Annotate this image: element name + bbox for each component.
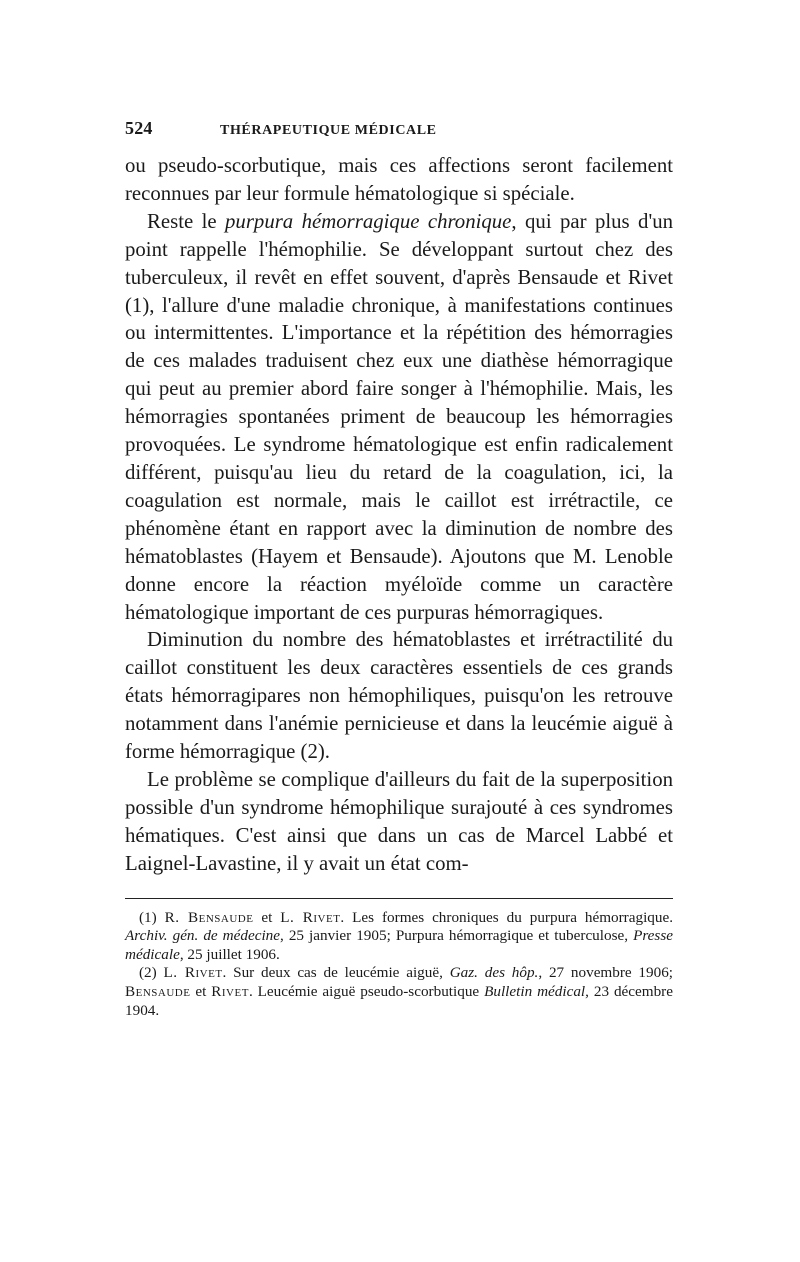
footnote-author: Bensaude: [125, 982, 191, 1000]
footnote-1-number: (1): [139, 908, 165, 926]
footnote-journal: Archiv. gén. de médecine: [125, 927, 281, 945]
footnotes: [125, 909, 673, 1021]
footnote-text: , 25 juillet 1906.: [179, 945, 280, 963]
footnote-text: et: [253, 908, 281, 926]
footnote-author: R. Bensaude: [164, 908, 254, 926]
footnote-2-number: (2): [139, 964, 164, 982]
footnote-text: , 23 décembre 1904.: [125, 982, 673, 1019]
footnote-journal: Gaz. des hôp.: [449, 964, 539, 982]
footnote-journal: Presse médicale: [125, 927, 673, 963]
running-title: THÉRAPEUTIQUE MÉDICALE: [220, 123, 437, 138]
page-header: [125, 118, 673, 148]
footnote-1: [125, 909, 673, 965]
paragraph-2: [125, 208, 673, 627]
footnote-2: [125, 964, 673, 1020]
paragraph-1: ou pseudo-scorbutique, mais ces affections seront facilement reconnues par leur formule hématologique si spéciale.: [125, 154, 673, 205]
footnote-divider: [125, 898, 673, 899]
paragraph-3: Diminution du nombre des hématoblastes et irrétractilité du caillot constituent les deux caractères essentiels de ces grands états hémorragipares non hémophiliques, puisqu'on les retrouve notamment dans l'anémie pernicieuse et dans la leucémie aiguë à forme hémorragique (2).: [125, 628, 673, 764]
footnote-text: . Les formes chroniques du purpura hémorragique.: [340, 908, 674, 926]
footnote-text: . Sur deux cas de leucémie aiguë,: [222, 964, 450, 982]
paragraph-2-start: Reste le: [147, 209, 226, 233]
main-text: [125, 152, 673, 878]
footnote-text: , 25 janvier 1905; Purpura hémorragique et tuberculose,: [280, 927, 634, 945]
italic-term: purpura hémorragique chronique: [225, 209, 512, 233]
footnote-text: et: [190, 982, 212, 1000]
book-page: [125, 118, 673, 1020]
footnote-author: Rivet: [211, 982, 249, 1000]
footnote-text: . Leucémie aiguë pseudo-scorbutique: [248, 982, 485, 1000]
footnote-author: L. Rivet: [163, 964, 223, 982]
footnote-journal: Bulletin médical: [484, 982, 586, 1000]
paragraph-2-rest: , qui par plus d'un point rappelle l'hémophilie. Se développant surtout chez des tuberculeux, il revêt en effet souvent, d'après Bensaude et Rivet (1), l'allure d'une maladie chronique, à manifestations continues ou intermittentes. L'importance et la répétition des hémorragies de ces malades traduisent chez eux une diathèse hémorragique qui peut au premier abord faire songer à l'hémophilie. Mais, les hémorragies spontanées priment de beaucoup les hémorragies provoquées. Le syndrome hématologique est enfin radicalement différent, puisqu'au lieu du retard de la coagulation, ici, la coagulation est normale, mais le caillot est irrétractile, ce phénomène étant en rapport avec la diminution de nombre des hématoblastes (Hayem et Bensaude). Ajoutons que M. Lenoble donne encore la réaction myéloïde comme un caractère hématologique important de ces purpuras hémorragiques.: [125, 209, 673, 624]
footnote-author: L. Rivet: [280, 908, 341, 926]
footnote-text: , 27 novembre 1906;: [538, 964, 674, 982]
paragraph-4: Le problème se complique d'ailleurs du fait de la superposition possible d'un syndrome hémophilique surajouté à ces syndromes hématiques. C'est ainsi que dans un cas de Marcel Labbé et Laignel-Lavastine, il y avait un état com-: [125, 767, 673, 875]
page-number: 524: [125, 118, 153, 138]
